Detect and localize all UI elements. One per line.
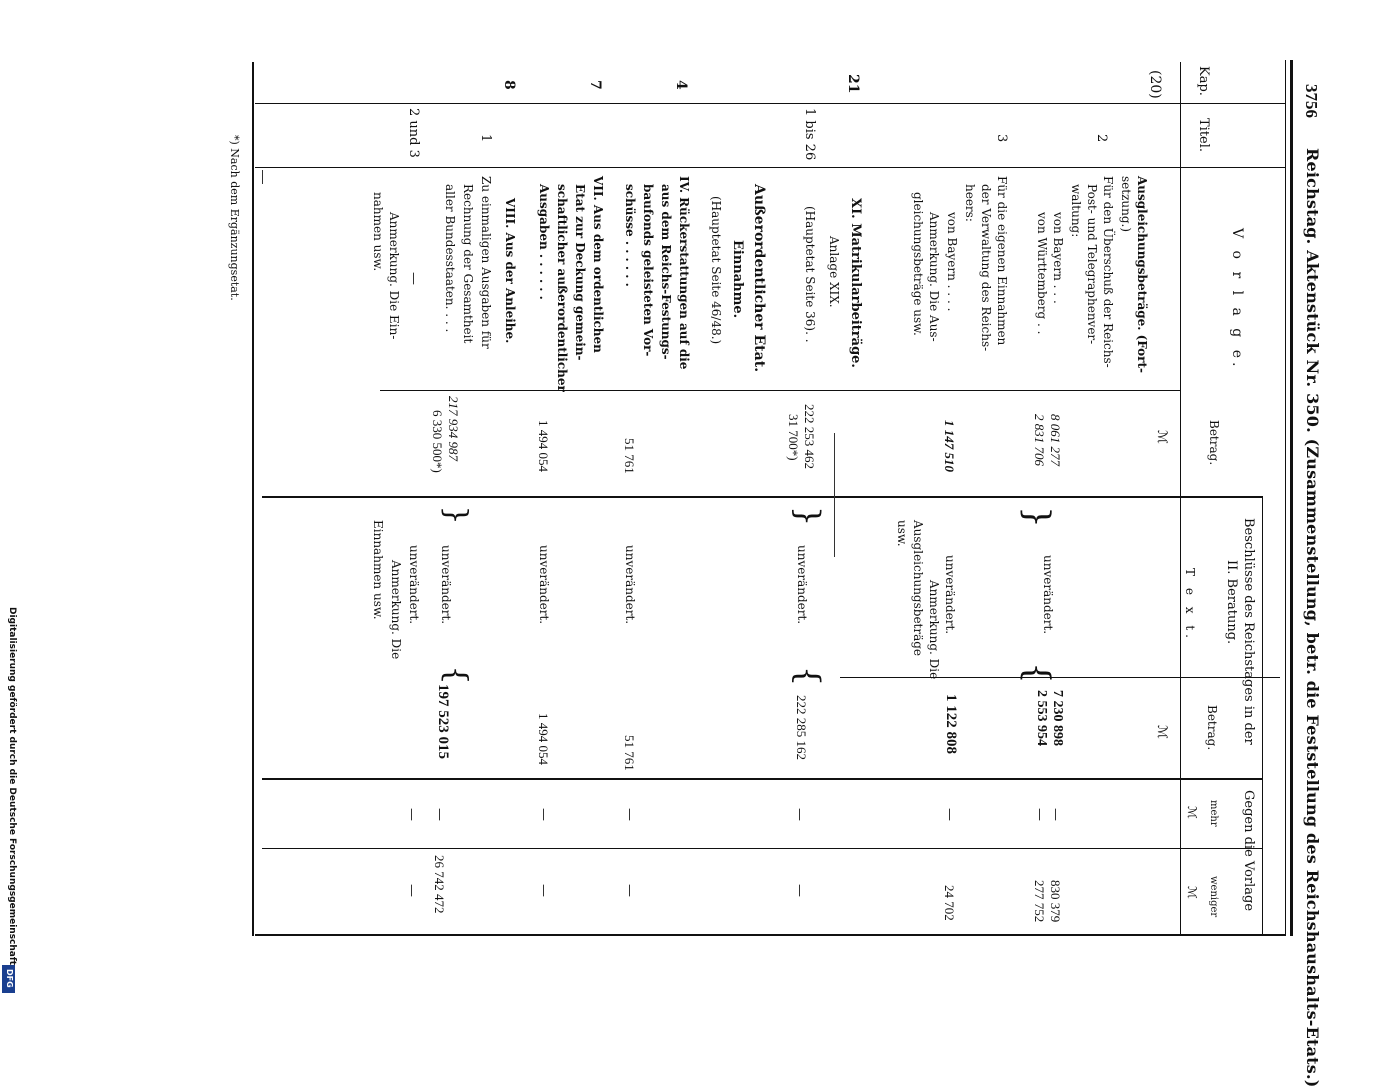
vii-betrag: 1 494 054 [536,420,551,472]
col-weniger: weniger [1208,876,1219,918]
bayern-heer: von Bayern . . . . [945,212,959,312]
col-beschluesse: Beschlüsse des Reichstages in der [1241,518,1256,745]
titel-col-rule [255,167,1285,168]
ueberschuss-line2: Post- und Telegraphenver- [1085,184,1099,345]
page-title: Reichstag. Aktenstück Nr. 350. (Zusammenstellung, betr. die Feststellung des Reichshaushalts-Etats.) [1303,148,1322,1088]
col-weniger-unit: ℳ [1185,886,1199,899]
vii-line2: Etat zur Deckung gemein- [573,184,587,361]
titel-3: 3 [994,134,1009,143]
einnahme-heading: Einnahme. [730,240,745,319]
viii-line3: aller Bundesstaaten. . . . [443,184,457,333]
col-beratung: II. Beratung. [1224,560,1239,645]
bayern-heer-beschluss: 1 122 808 [943,694,959,754]
viii-betrag: 217 934 987 [446,396,461,461]
iv-mehr: — [622,808,637,821]
viii-heading: VIII. Aus der Anleihe. [503,198,517,344]
vii-line3: schaftlicher außerordentlicher [555,184,569,392]
viii-betrag-ergaenzung: 6 330 500*) [430,410,445,473]
titel-2-und-3: 2 und 3 [406,108,421,158]
betrag-col-rule [262,496,1262,498]
ausgleich-heading-cont: setzung.) [1119,176,1133,233]
col-beschl-betrag: Betrag. [1205,705,1219,751]
col-beschl-unit: ℳ [1154,725,1169,739]
brace-left-2: } [789,505,828,527]
stray-rule-2 [262,170,263,184]
footnote: *) Nach dem Ergänzungsetat. [228,135,241,301]
heer-line3: heers: [963,184,977,222]
titel-1-bis-26: 1 bis 26 [802,108,817,161]
bayern-post-beschluss: 7 230 898 [1050,690,1065,746]
wuerttemberg-post: von Württemberg . . [1035,212,1049,335]
viii-line2: Rechnung der Gesamtheit [461,184,475,344]
col-mehr-unit: ℳ [1185,806,1199,819]
xi-anlage: Anlage XIX. [827,236,841,308]
brace-right-1: { [1016,662,1057,684]
viii-mehr: — [432,808,447,821]
bayern-post-betrag: 8 061 277 [1048,414,1063,466]
anmerkung-2-line1: Anmerkung. Die [927,580,941,680]
beschl-betrag-rule [262,778,1262,780]
vii-weniger: — [536,884,551,897]
heer-line2: der Verwaltung des Reichs- [979,184,993,352]
iv-betrag: 51 761 [622,438,637,474]
brace-left-1: } [1016,506,1057,528]
kap-20: (20) [1147,70,1163,99]
subheader-rule [1262,496,1263,936]
mehr-col-rule [262,848,1262,849]
bayern-post: von Bayern . . . [1051,212,1065,304]
bayern-post-mehr: — [1048,808,1063,821]
xi-weniger: — [792,884,807,897]
col-betrag: Betrag. [1207,420,1221,466]
stray-rule-1 [834,433,835,557]
anmerkung-3-line2: nahmen usw. [371,192,385,272]
viii-2und3-weniger: — [404,884,419,897]
iv-line2: aus dem Reichs-Festungs- [659,184,673,360]
anmerkung-1-line1: Anmerkung. Die Aus- [927,212,941,342]
iv-line4: schüsse . . . . . . [623,184,637,287]
vii-line1: VII. Aus dem ordentlichen [591,176,605,353]
ausgleich-heading: Ausgleichungsbeträge. (Fort- [1135,176,1149,373]
brace-right-3: { [438,665,474,685]
xi-betrag: 222 253 462 [802,404,817,469]
beschluss-text-3: unverändert. [795,545,809,625]
titel-1: 1 [478,134,493,143]
kap-col-rule [255,103,1285,104]
col-betrag-unit: ℳ [1154,430,1169,444]
viii-2und3-mehr: — [404,808,419,821]
brace-right-2: { [789,665,828,687]
titel-2: 2 [1094,134,1109,143]
kap-7: 7 [587,80,603,90]
anmerkung-2-line2: Ausgleichungsbeträge [911,520,925,657]
col-titel: Titel. [1196,118,1211,153]
table-bottom-rule [255,934,1285,936]
vorlage-col-rule [380,390,1180,391]
page-number: 3756 [1302,84,1321,118]
heer-line1: Für die eigenen Einnahmen [995,176,1009,346]
viii-beschluss: 197 523 015 [435,684,451,759]
beschluss-text-4: unverändert. [623,545,637,625]
iv-line3: baufonds geleisteten Vor- [641,184,655,357]
anmerkung-2-line3: usw. [895,520,909,547]
anmerkung-3-line1: Anmerkung. Die Ein- [387,212,401,340]
anmerkung-4-line1: Anmerkung. Die [389,560,403,660]
brace-left-3: } [438,505,474,525]
iv-beschluss: 51 761 [622,735,637,771]
anmerkung-4-line2: Einnahmen usw. [371,520,385,620]
bayern-post-weniger: 830 379 [1048,880,1063,923]
viii-weniger: 26 742 472 [432,855,447,914]
xi-heading: XI. Matrikularbeiträge. [848,198,863,368]
beschluss-text-1: unverändert. [1041,555,1055,635]
left-rule [252,62,254,936]
vii-mehr: — [536,808,551,821]
xi-hauptetat: (Hauptetat Seite 36). . [803,206,817,343]
digitization-credit: Digitalisierung gefördert durch die Deutsche Forschungsgemeinschaft [7,607,17,966]
col-gegen: Gegen die Vorlage [1241,790,1256,912]
col-kap: Kap. [1196,66,1211,96]
beschluss-text-2: unverändert. [943,555,957,635]
iv-line1: IV. Rückerstattungen auf die [677,176,691,370]
ausser-hauptetat: (Hauptetat Seite 46/48.) [709,196,723,345]
kap-21: 21 [845,74,861,94]
dfg-logo [2,965,15,993]
ueberschuss-line3: waltung: [1069,184,1083,238]
beschluss-text-7: unverändert. [407,545,421,625]
outer-rule-right [1290,60,1293,936]
dfg-logo-text: DFG [5,969,14,988]
bayern-heer-weniger: 24 702 [942,885,957,921]
text-col-rule [840,677,1280,678]
wuerttemberg-post-beschluss: 2 553 954 [1034,690,1049,746]
vorlage-dash-2und3: — [406,272,421,285]
viii-line1: Zu einmaligen Ausgaben für [479,176,493,349]
xi-betrag-ergaenzung: 31 700*) [786,414,801,461]
wuerttemberg-post-betrag: 2 831 706 [1032,414,1047,466]
anmerkung-1-line2: gleichungsbeträge usw. [911,192,925,336]
ausserordentlicher-etat: Außerordentlicher Etat. [751,184,767,373]
header-rule [1180,62,1181,936]
beschluss-text-5: unverändert. [537,545,551,625]
wuerttemberg-post-weniger: 277 752 [1032,880,1047,923]
vii-line4: Ausgaben . . . . . . [537,184,551,300]
xi-mehr: — [792,808,807,821]
col-vorlage: V o r l a g e. [1229,228,1245,371]
kap-8: 8 [501,80,517,90]
kap-4: 4 [673,80,689,90]
beschluss-text-6: unverändert. [439,545,453,625]
wuerttemberg-post-mehr: — [1032,808,1047,821]
iv-weniger: — [622,884,637,897]
outer-rule-right-thin [1285,60,1286,936]
col-mehr: mehr [1208,800,1219,827]
ueberschuss-line1: Für den Überschuß der Reichs- [1101,176,1115,368]
vii-beschluss: 1 494 054 [536,713,551,765]
bayern-heer-betrag: 1 147 510 [942,420,957,472]
xi-beschluss: 222 285 162 [794,695,809,760]
col-text: T e x t. [1183,568,1197,642]
bayern-heer-mehr: — [942,808,957,821]
